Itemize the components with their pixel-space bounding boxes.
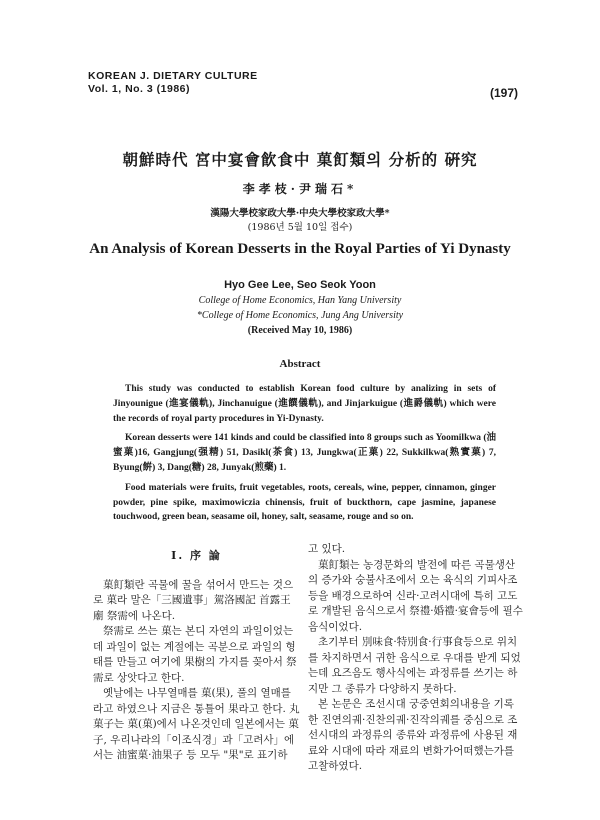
body-paragraph: 菓飣類란 곡물에 꿀을 섞어서 만드는 것으로 菓라 말은「三國遺事」駕洛國記 首露王廟 祭需에 나온다. (93, 578, 294, 622)
section-heading: I. 序 論 (171, 549, 222, 562)
abstract-paragraph: Korean desserts were 141 kinds and could be classified into 8 groups such as Yoomilkwa (油蜜菓)16, Gangjung(强精) 51, Dasikl(茶食) 13, Jungkwa(正菓) 22, Sukkilkwa(熟實菓) 7, Byung(餠) 3, Dang(糖) 28, Junyak(煎藥) 1. (113, 433, 496, 473)
body-column-left (93, 542, 300, 764)
journal-name: KOREAN J. DIETARY CULTURE (88, 70, 258, 82)
journal-volume: Vol. 1, No. 3 (1986) (88, 83, 191, 95)
korean-affiliation: 漢陽大學校家政大學·中央大學校家政大學* (210, 208, 390, 219)
page-number: (197) (489, 86, 518, 100)
abstract-paragraph: This study was conducted to establish Korean food culture by analizing in sets of Jinyounigue (進宴儀軌), Jinchanuigue (進饌儀軌), and Jinjarkuigue (進爵儀軌) which were the records of royal party procedures in Yi-Dynasty. (113, 384, 496, 424)
korean-authors: 李孝枝·尹瑞石* (242, 182, 358, 196)
body-column-right (308, 542, 523, 775)
body-paragraph: 옛날에는 나무열매를 菓(果), 풀의 열매를 라고 하였으나 지금은 통틀어 果라고 한다. 丸菓子는 菓(菓)에서 나온것인데 일본에서는 菓子, 우리나라의「이조식경」과「고려사」에서는 油蜜菓·油果子 등 모두 "果"로 표기하 (93, 687, 300, 761)
english-affiliation-1: College of Home Economics, Han Yang University (198, 295, 402, 306)
english-title: An Analysis of Korean Desserts in the Royal Parties of Yi Dynasty (89, 241, 511, 257)
abstract-heading: Abstract (279, 358, 321, 370)
abstract-paragraph: Food materials were fruits, fruit vegetables, roots, cereals, wine, pepper, cinnamon, ginger powder, pine spike, maximowiczia chinensis, fruit of buckthorn, cape jasmine, japanese touchwood, green bean, seasame oil, honey, salt, seasame, rouge and so on. (113, 482, 496, 523)
body-paragraph: 祭需로 쓰는 菓는 본디 자연의 과일이었는데 과일이 없는 계절에는 곡분으로 과일의 형태를 만들고 여기에 果樹의 가지를 꽂아서 祭需로 상앗다고 한다. (93, 625, 297, 684)
korean-received-date: (1986년 5월 10일 접수) (247, 222, 353, 233)
korean-title: 朝鮮時代 宮中宴會飮食中 菓飣類의 分析的 硏究 (122, 150, 478, 169)
english-authors: Hyo Gee Lee, Seo Seok Yoon (224, 279, 376, 291)
english-received-date: (Received May 10, 1986) (247, 325, 353, 336)
body-paragraph: 고 있다. (308, 543, 346, 555)
journal-header (88, 70, 258, 96)
body-paragraph: 본 논문은 조선시대 궁중연회의내용을 기록한 진연의궤·진찬의궤·진작의궤를 중심으로 조선시대의 과정류의 종류와 과정류에 사용된 재료와 시대에 따라 재료의 변화가어떠했는가를 고찰하였다. (308, 698, 518, 772)
english-affiliation-2: *College of Home Economics, Jung Ang University (196, 310, 404, 321)
abstract-body (113, 382, 496, 530)
body-paragraph: 초기부터 別味食·特別食·行事食등으로 위치를 차지하면서 귀한 음식으로 우대를 받게 되었는데 요즈음도 행사식에는 과정류를 쓰기는 하지만 그 종류가 다양하지 못하다. (308, 636, 521, 695)
body-paragraph: 菓飣類는 농경문화의 발전에 따른 곡물생산의 증가와 숭불사조에서 오는 육식의 기피사조 등을 배경으로하여 신라·고려시대에 특히 고도로 개발된 음식으로서 祭禮·婚禮·宴會등에 필수음식이었다. (308, 558, 523, 633)
